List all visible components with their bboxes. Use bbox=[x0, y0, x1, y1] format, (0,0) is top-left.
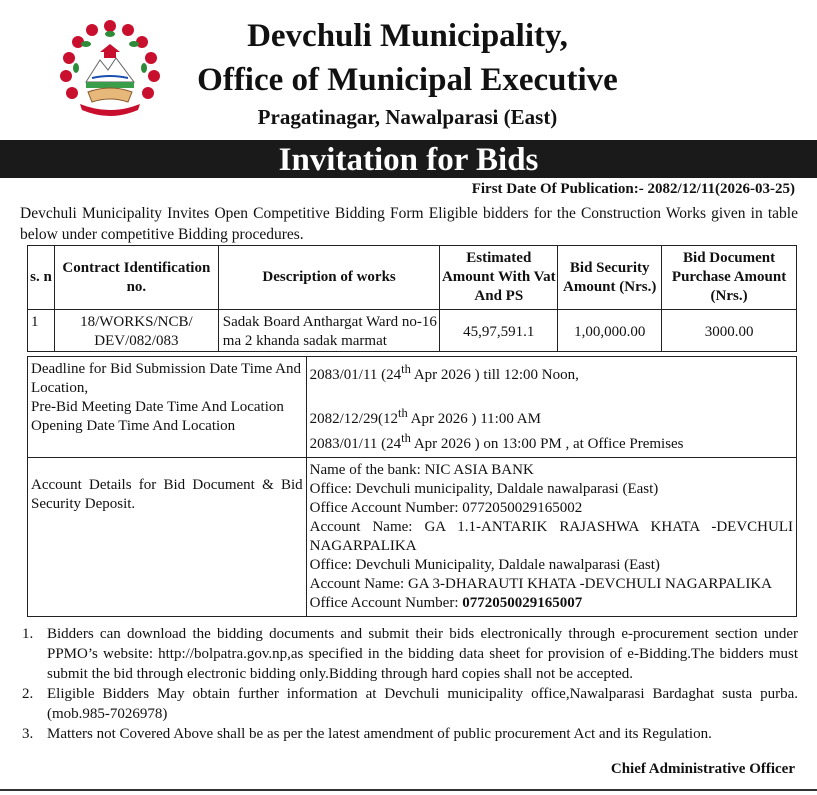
municipality-name: Devchuli Municipality, bbox=[247, 18, 568, 54]
deadline-label: Deadline for Bid Submission Date Time And Location, bbox=[31, 361, 301, 396]
notes-list bbox=[22, 624, 798, 744]
account-number-2: Office Account Number: 0772050029165007 bbox=[309, 595, 583, 611]
account-name-1: Account Name: GA 1.1-ANTARIK RAJASHWA KHATA -DEVCHULI NAGARPALIKA bbox=[309, 519, 793, 554]
office-address: Pragatinagar, Nawalparasi (East) bbox=[257, 105, 558, 129]
nepal-government-emblem-icon bbox=[58, 18, 162, 122]
intro-paragraph: Devchuli Municipality Invites Open Competitive Bidding Form Eligible bidders for the Construction Works given in table below under competitive Bidding procedures. bbox=[20, 205, 798, 243]
publication-date: First Date Of Publication:- 2082/12/11(2026-03-25) bbox=[471, 181, 795, 197]
schedule-values-cell bbox=[306, 357, 796, 458]
signatory-title: Chief Administrative Officer bbox=[610, 761, 795, 777]
cell-document-amount: 3000.00 bbox=[662, 310, 797, 352]
list-item: 1. Bidders can download the bidding documents and submit their bids electronically through e-procurement section under PPMO’s website: http://bolpatra.gov.np,as specified in the bidding data sheet for provision of e-Bidding.The bidders must submit the bid through electronic bidding only.Bidding through hard copies shall not be accepted. bbox=[22, 626, 798, 682]
table-header-row bbox=[28, 246, 797, 310]
account-name-2: Account Name: GA 3-DHARAUTI KHATA -DEVCHULI NAGARPALIKA bbox=[309, 576, 773, 592]
list-item: 3. Matters not Covered Above shall be as per the latest amendment of public procurement Act and its Regulation. bbox=[22, 726, 712, 742]
schedule-table bbox=[27, 356, 797, 617]
cell-sn: 1 bbox=[28, 310, 55, 352]
cell-estimated-amount: 45,97,591.1 bbox=[440, 310, 558, 352]
bottom-rule bbox=[0, 789, 817, 791]
office-line-1: Office: Devchuli municipality, Daldale nawalparasi (East) bbox=[309, 481, 659, 497]
office-line-2: Office: Devchuli Municipality, Daldale nawalparasi (East) bbox=[309, 557, 660, 573]
account-values-cell bbox=[306, 458, 796, 617]
prebid-value: 2082/12/29(12th Apr 2026 ) 11:00 AM bbox=[309, 406, 541, 427]
list-item: 2. Eligible Bidders May obtain further information at Devchuli municipality office,Nawalparasi Bardaghat susta purba.(mob.985-7026978) bbox=[22, 686, 798, 722]
bank-name: Name of the bank: NIC ASIA BANK bbox=[309, 462, 534, 478]
prebid-label: Pre-Bid Meeting Date Time And Location bbox=[31, 399, 284, 415]
bid-details-table bbox=[27, 245, 797, 352]
header-bid-security: Bid Security Amount (Nrs.) bbox=[558, 246, 662, 310]
office-name: Office of Municipal Executive bbox=[197, 62, 618, 98]
schedule-labels-cell bbox=[28, 357, 307, 458]
account-row bbox=[28, 458, 797, 617]
opening-label: Opening Date Time And Location bbox=[31, 418, 236, 434]
account-number-1: Office Account Number: 0772050029165002 bbox=[309, 500, 583, 516]
header-document-amount: Bid Document Purchase Amount (Nrs.) bbox=[662, 246, 797, 310]
opening-value: 2083/01/11 (24th Apr 2026 ) on 13:00 PM , at Office Premises bbox=[309, 431, 684, 452]
deadline-value: 2083/01/11 (24th Apr 2026 ) till 12:00 Noon, bbox=[309, 362, 579, 383]
cell-bid-security: 1,00,000.00 bbox=[558, 310, 662, 352]
table-row bbox=[28, 310, 797, 352]
header-description: Description of works bbox=[218, 246, 440, 310]
header-estimated-amount: Estimated Amount With Vat And PS bbox=[440, 246, 558, 310]
header-sn: s. n bbox=[28, 246, 55, 310]
cell-description: Sadak Board Anthargat Ward no-16 ma 2 khanda sadak marmat bbox=[218, 310, 440, 352]
schedule-row bbox=[28, 357, 797, 458]
cell-contract-id: 18/WORKS/NCB/ DEV/082/083 bbox=[54, 310, 218, 352]
header-contract-id: Contract Identification no. bbox=[54, 246, 218, 310]
document-header bbox=[0, 0, 817, 140]
notice-title-banner: Invitation for Bids bbox=[0, 140, 817, 178]
account-label-cell: Account Details for Bid Document & Bid Security Deposit. bbox=[28, 458, 307, 617]
